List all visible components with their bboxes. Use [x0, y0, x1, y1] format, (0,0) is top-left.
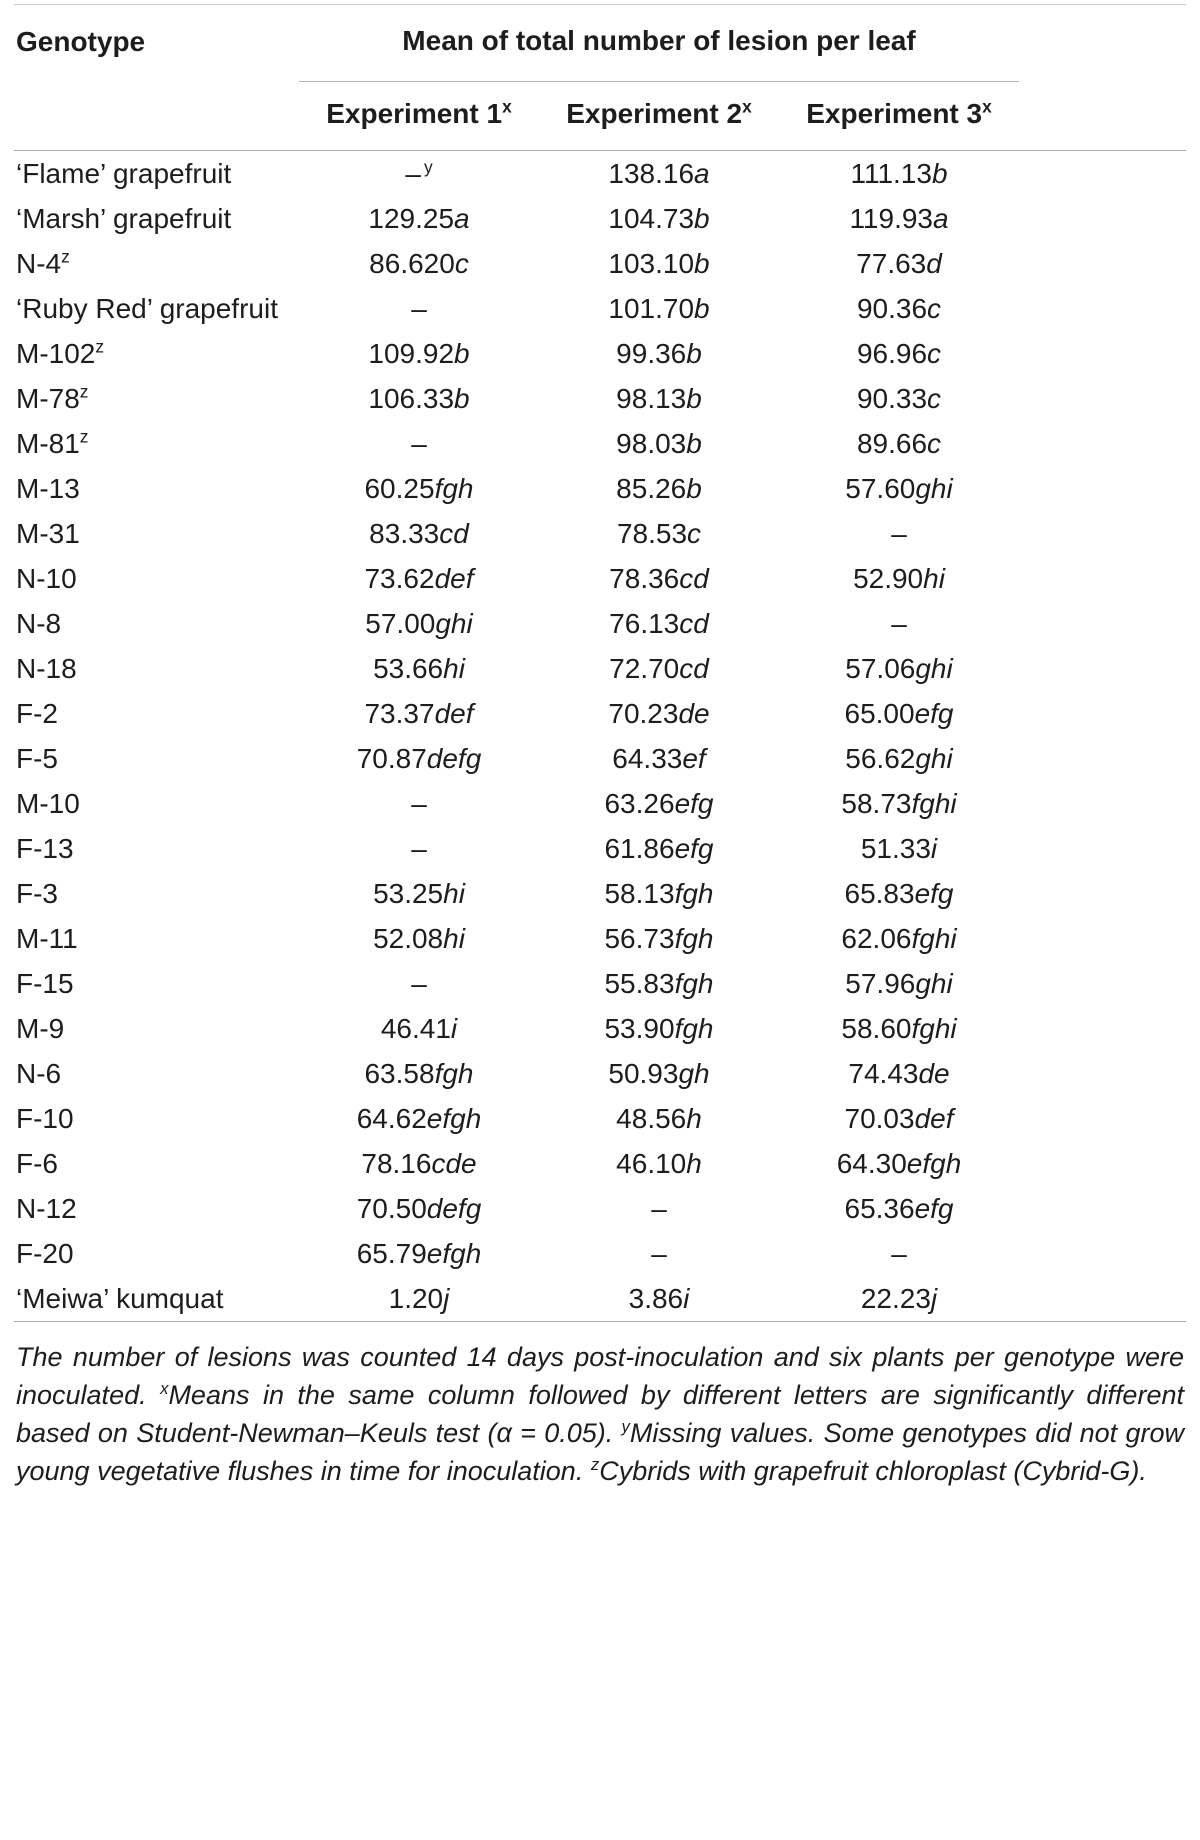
- filler-cell: [1019, 1006, 1186, 1051]
- genotype-cell: M-9: [16, 1013, 65, 1044]
- genotype-cell: N-8: [16, 608, 62, 639]
- value-cell: –: [411, 968, 427, 999]
- value-cell: 70.50defg: [356, 1193, 482, 1224]
- significance-letters: d: [926, 248, 942, 279]
- value-cell: 90.33c: [856, 383, 942, 414]
- filler-cell: [1019, 1141, 1186, 1186]
- significance-letters: i: [683, 1283, 690, 1314]
- value-cell: 63.26efg: [604, 788, 714, 819]
- experiment-3-label: Experiment 3: [806, 98, 983, 129]
- value-cell: 50.93gh: [608, 1058, 710, 1089]
- value-cell: 63.58fgh: [364, 1058, 474, 1089]
- significance-letters: c: [687, 518, 702, 549]
- value-cell: 99.36b: [616, 338, 702, 369]
- genotype-cell: N-10: [16, 563, 77, 594]
- value-cell: 52.08hi: [373, 923, 465, 954]
- table-row: [14, 241, 1186, 286]
- genotype-superscript: z: [95, 336, 105, 357]
- filler-cell: [1019, 1276, 1186, 1322]
- significance-letters: b: [694, 203, 710, 234]
- significance-letters: efgh: [426, 1238, 482, 1269]
- table-row: [14, 286, 1186, 331]
- significance-letters: ghi: [915, 653, 953, 684]
- value-cell: 73.37def: [364, 698, 474, 729]
- filler-cell: [1019, 241, 1186, 286]
- footnote-superscript: y: [621, 1417, 630, 1436]
- value-cell: 61.86efg: [604, 833, 714, 864]
- experiment-2-label: Experiment 2: [566, 98, 743, 129]
- genotype-cell: M-78$^z$: [16, 381, 89, 414]
- value-cell: 65.36efg: [844, 1193, 954, 1224]
- table-row: [14, 196, 1186, 241]
- significance-letters: defg: [426, 1193, 482, 1224]
- value-cell: 106.33b: [368, 383, 470, 414]
- genotype-cell: F-13: [16, 833, 74, 864]
- significance-letters: ghi: [915, 968, 953, 999]
- footnote: The number of lesions was counted 14 days post-inoculation and six plants per genotype were inoculated. $^x$Means in the same column followed by different letters are significantly different based on Student-Newman–Keuls test (α = 0.05). $^y$Missing values. Some genotypes did not grow young vegetative flushes in time for inoculation. $^z$Cybrids with grapefruit chloroplast (Cybrid-G).: [16, 1342, 1184, 1486]
- filler-cell: [1019, 646, 1186, 691]
- table-row: [14, 781, 1186, 826]
- significance-letters: fgh: [674, 923, 714, 954]
- value-cell: 46.10h: [616, 1148, 702, 1179]
- value-cell: –: [651, 1193, 667, 1224]
- significance-letters: c: [454, 248, 469, 279]
- genotype-cell: F-15: [16, 968, 74, 999]
- value-cell: 62.06fghi: [841, 923, 957, 954]
- value-cell: 83.33cd: [369, 518, 469, 549]
- value-cell: 22.23j: [860, 1283, 938, 1314]
- value-cell: 72.70cd: [609, 653, 709, 684]
- footnote-superscript: z: [590, 1455, 600, 1474]
- genotype-cell: F-2: [16, 698, 58, 729]
- table-row: [14, 1096, 1186, 1141]
- value-cell: 46.41i: [380, 1013, 458, 1044]
- filler-cell: [1019, 151, 1186, 197]
- significance-letters: efg: [914, 698, 954, 729]
- significance-letters: b: [694, 248, 710, 279]
- value-cell: 53.90fgh: [604, 1013, 714, 1044]
- significance-letters: b: [694, 293, 710, 324]
- genotype-superscript: z: [61, 246, 70, 267]
- genotype-cell: M-10: [16, 788, 80, 819]
- value-cell: 65.00efg: [844, 698, 954, 729]
- genotype-superscript: z: [79, 426, 89, 447]
- significance-letters: a: [933, 203, 949, 234]
- value-cell: 57.96ghi: [845, 968, 953, 999]
- value-cell: 60.25fgh: [364, 473, 474, 504]
- significance-letters: fghi: [911, 788, 957, 819]
- value-cell: 56.73fgh: [604, 923, 714, 954]
- genotype-superscript: z: [79, 381, 89, 402]
- significance-letters: hi: [443, 923, 465, 954]
- genotype-cell: ‘Flame’ grapefruit: [16, 158, 232, 189]
- value-cell: –: [411, 788, 427, 819]
- value-cell: –: [891, 608, 907, 639]
- filler-cell: [1019, 196, 1186, 241]
- genotype-cell: N-4$^z$: [16, 246, 70, 279]
- significance-letters: j: [930, 1283, 938, 1314]
- header-filler: [1019, 82, 1186, 151]
- value-cell: 101.70b: [608, 293, 710, 324]
- footnote-superscript: x: [160, 1379, 169, 1398]
- significance-letters: fgh: [434, 1058, 474, 1089]
- value-cell: 53.66hi: [373, 653, 465, 684]
- value-cell: 53.25hi: [373, 878, 465, 909]
- significance-letters: def: [914, 1103, 954, 1134]
- value-cell: 76.13cd: [609, 608, 709, 639]
- filler-cell: [1019, 286, 1186, 331]
- table-row: [14, 511, 1186, 556]
- experiment-1-header: [299, 82, 539, 151]
- value-cell: 51.33i: [860, 833, 938, 864]
- significance-letters: a: [454, 203, 470, 234]
- table-row: [14, 1186, 1186, 1231]
- header-row-top: [14, 5, 1186, 82]
- significance-letters: efg: [674, 788, 714, 819]
- value-cell: 86.620c: [369, 248, 469, 279]
- filler-cell: [1019, 511, 1186, 556]
- value-cell: 129.25a: [368, 203, 470, 234]
- filler-cell: [1019, 736, 1186, 781]
- value-cell: –: [411, 293, 427, 324]
- value-cell: 65.79efgh: [356, 1238, 482, 1269]
- value-cell: 3.86i: [628, 1283, 690, 1314]
- filler-cell: [1019, 1231, 1186, 1276]
- significance-letters: b: [931, 158, 948, 189]
- table-row: [14, 1231, 1186, 1276]
- genotype-cell: N-6: [16, 1058, 62, 1089]
- significance-letters: ghi: [915, 743, 953, 774]
- value-cell: 58.60fghi: [841, 1013, 957, 1044]
- value-cell: 78.53c: [616, 518, 702, 549]
- experiment-3-header: [779, 82, 1019, 151]
- value-cell: 57.60ghi: [845, 473, 953, 504]
- genotype-cell: F-5: [16, 743, 58, 774]
- table-row: [14, 646, 1186, 691]
- value-cell: 90.36c: [856, 293, 942, 324]
- value-cell: –: [891, 1238, 907, 1269]
- significance-letters: i: [450, 1013, 458, 1044]
- value-cell: 70.87defg: [356, 743, 482, 774]
- table-row: [14, 1276, 1186, 1322]
- genotype-cell: M-81$^z$: [16, 426, 89, 459]
- significance-letters: c: [927, 428, 942, 459]
- table-row: [14, 331, 1186, 376]
- table-row: [14, 871, 1186, 916]
- significance-letters: cd: [679, 608, 709, 639]
- value-cell: 57.00ghi: [365, 608, 473, 639]
- significance-letters: de: [678, 698, 710, 729]
- significance-letters: i: [930, 833, 938, 864]
- genotype-cell: M-13: [16, 473, 80, 504]
- table-body: [14, 151, 1186, 1322]
- value-cell: 109.92b: [368, 338, 470, 369]
- value-cell: –: [651, 1238, 667, 1269]
- filler-cell: [1019, 601, 1186, 646]
- filler-cell: [1019, 1186, 1186, 1231]
- value-cell: 119.93a: [849, 203, 949, 234]
- table-row: [14, 601, 1186, 646]
- significance-letters: ef: [682, 743, 706, 774]
- significance-letters: gh: [678, 1058, 710, 1089]
- value-cell: 64.33ef: [612, 743, 706, 774]
- table-row: [14, 826, 1186, 871]
- genotype-cell: N-18: [16, 653, 77, 684]
- significance-letters: cde: [431, 1148, 477, 1179]
- table-row: [14, 1141, 1186, 1186]
- genotype-cell: M-102$^z$: [16, 336, 105, 369]
- genotype-cell: N-12: [16, 1193, 77, 1224]
- significance-letters: cd: [439, 518, 469, 549]
- value-cell: 55.83fgh: [604, 968, 714, 999]
- table-row: [14, 691, 1186, 736]
- significance-letters: hi: [443, 878, 465, 909]
- significance-letters: fgh: [434, 473, 474, 504]
- value-cell: 111.13b: [850, 158, 948, 189]
- filler-cell: [1019, 376, 1186, 421]
- genotype-cell: ‘Marsh’ grapefruit: [16, 203, 232, 234]
- significance-letters: efg: [914, 878, 954, 909]
- empty-header-cell: [14, 82, 299, 151]
- value-cell: 98.13b: [616, 383, 702, 414]
- significance-letters: b: [686, 473, 702, 504]
- significance-letters: cd: [679, 653, 709, 684]
- significance-letters: b: [686, 428, 702, 459]
- span-header: Mean of total number of lesion per leaf: [299, 5, 1019, 82]
- significance-letters: c: [927, 383, 942, 414]
- significance-letters: b: [454, 383, 470, 414]
- significance-letters: ghi: [915, 473, 953, 504]
- significance-letters: fghi: [911, 923, 957, 954]
- table-row: [14, 466, 1186, 511]
- experiment-2-header: [539, 82, 779, 151]
- value-cell: 1.20j: [388, 1283, 450, 1314]
- value-cell: 103.10b: [608, 248, 710, 279]
- genotype-cell: F-20: [16, 1238, 74, 1269]
- experiment-1-label: Experiment 1: [326, 98, 503, 129]
- significance-letters: hi: [443, 653, 465, 684]
- value-cell: 85.26b: [616, 473, 702, 504]
- table-row: [14, 376, 1186, 421]
- significance-letters: efgh: [426, 1103, 482, 1134]
- significance-letters: c: [927, 338, 942, 369]
- genotype-cell: F-6: [16, 1148, 58, 1179]
- genotype-cell: F-3: [16, 878, 58, 909]
- genotype-cell: ‘Ruby Red’ grapefruit: [16, 293, 278, 324]
- lesion-table: [14, 4, 1186, 1322]
- table-row: [14, 916, 1186, 961]
- filler-cell: [1019, 961, 1186, 1006]
- significance-letters: j: [443, 1283, 450, 1314]
- value-cell: 65.83efg: [844, 878, 954, 909]
- value-cell: 77.63d: [856, 248, 942, 279]
- table-row: [14, 961, 1186, 1006]
- value-cell: – $^y$: [405, 156, 433, 189]
- value-cell: 89.66c: [856, 428, 942, 459]
- filler-cell: [1019, 1096, 1186, 1141]
- significance-letters: c: [927, 293, 942, 324]
- genotype-cell: ‘Meiwa’ kumquat: [16, 1283, 224, 1314]
- significance-letters: fgh: [674, 1013, 714, 1044]
- significance-letters: h: [686, 1103, 702, 1134]
- value-cell: 57.06ghi: [845, 653, 953, 684]
- significance-letters: def: [434, 698, 474, 729]
- filler-cell: [1019, 826, 1186, 871]
- table-row: [14, 151, 1186, 197]
- header-row-sub: [14, 82, 1186, 151]
- value-cell: –: [411, 428, 427, 459]
- significance-letters: b: [686, 383, 702, 414]
- filler-cell: [1019, 466, 1186, 511]
- genotype-cell: M-11: [16, 923, 78, 954]
- value-cell: 138.16a: [608, 158, 710, 189]
- header-filler: [1019, 5, 1186, 82]
- significance-letters: b: [686, 338, 702, 369]
- value-cell: –: [891, 518, 907, 549]
- significance-letters: b: [454, 338, 470, 369]
- value-cell: 98.03b: [616, 428, 702, 459]
- filler-cell: [1019, 421, 1186, 466]
- significance-letters: ghi: [435, 608, 473, 639]
- table-row: [14, 736, 1186, 781]
- value-cell: –: [411, 833, 427, 864]
- value-cell: 52.90hi: [853, 563, 945, 594]
- significance-letters: fgh: [674, 878, 714, 909]
- value-cell: 64.30efgh: [836, 1148, 962, 1179]
- missing-value-superscript: y: [423, 156, 433, 177]
- filler-cell: [1019, 556, 1186, 601]
- filler-cell: [1019, 781, 1186, 826]
- value-cell: 58.73fghi: [841, 788, 957, 819]
- significance-letters: h: [686, 1148, 702, 1179]
- significance-letters: a: [694, 158, 710, 189]
- value-cell: 48.56h: [616, 1103, 702, 1134]
- genotype-cell: M-31: [16, 518, 80, 549]
- filler-cell: [1019, 871, 1186, 916]
- value-cell: 70.03def: [844, 1103, 954, 1134]
- significance-letters: fgh: [674, 968, 714, 999]
- significance-letters: efg: [674, 833, 714, 864]
- filler-cell: [1019, 331, 1186, 376]
- table-row: [14, 1051, 1186, 1096]
- value-cell: 78.16cde: [361, 1148, 477, 1179]
- value-cell: 70.23de: [608, 698, 710, 729]
- value-cell: 64.62efgh: [356, 1103, 482, 1134]
- value-cell: 104.73b: [608, 203, 710, 234]
- significance-letters: efgh: [906, 1148, 962, 1179]
- significance-letters: defg: [426, 743, 482, 774]
- value-cell: 58.13fgh: [604, 878, 714, 909]
- table-row: [14, 421, 1186, 466]
- filler-cell: [1019, 916, 1186, 961]
- table-row: [14, 556, 1186, 601]
- experiment-1-superscript: x: [502, 96, 512, 117]
- value-cell: 56.62ghi: [845, 743, 953, 774]
- value-cell: 96.96c: [856, 338, 942, 369]
- value-cell: 74.43de: [848, 1058, 950, 1089]
- significance-letters: hi: [923, 563, 945, 594]
- significance-letters: def: [434, 563, 474, 594]
- value-cell: 73.62def: [364, 563, 474, 594]
- genotype-cell: F-10: [16, 1103, 74, 1134]
- significance-letters: fghi: [911, 1013, 957, 1044]
- experiment-3-superscript: x: [982, 96, 992, 117]
- significance-letters: cd: [679, 563, 709, 594]
- genotype-column-header: Genotype: [16, 25, 146, 57]
- significance-letters: efg: [914, 1193, 954, 1224]
- significance-letters: de: [918, 1058, 950, 1089]
- value-cell: 78.36cd: [609, 563, 709, 594]
- table-row: [14, 1006, 1186, 1051]
- experiment-2-superscript: x: [742, 96, 752, 117]
- filler-cell: [1019, 1051, 1186, 1096]
- filler-cell: [1019, 691, 1186, 736]
